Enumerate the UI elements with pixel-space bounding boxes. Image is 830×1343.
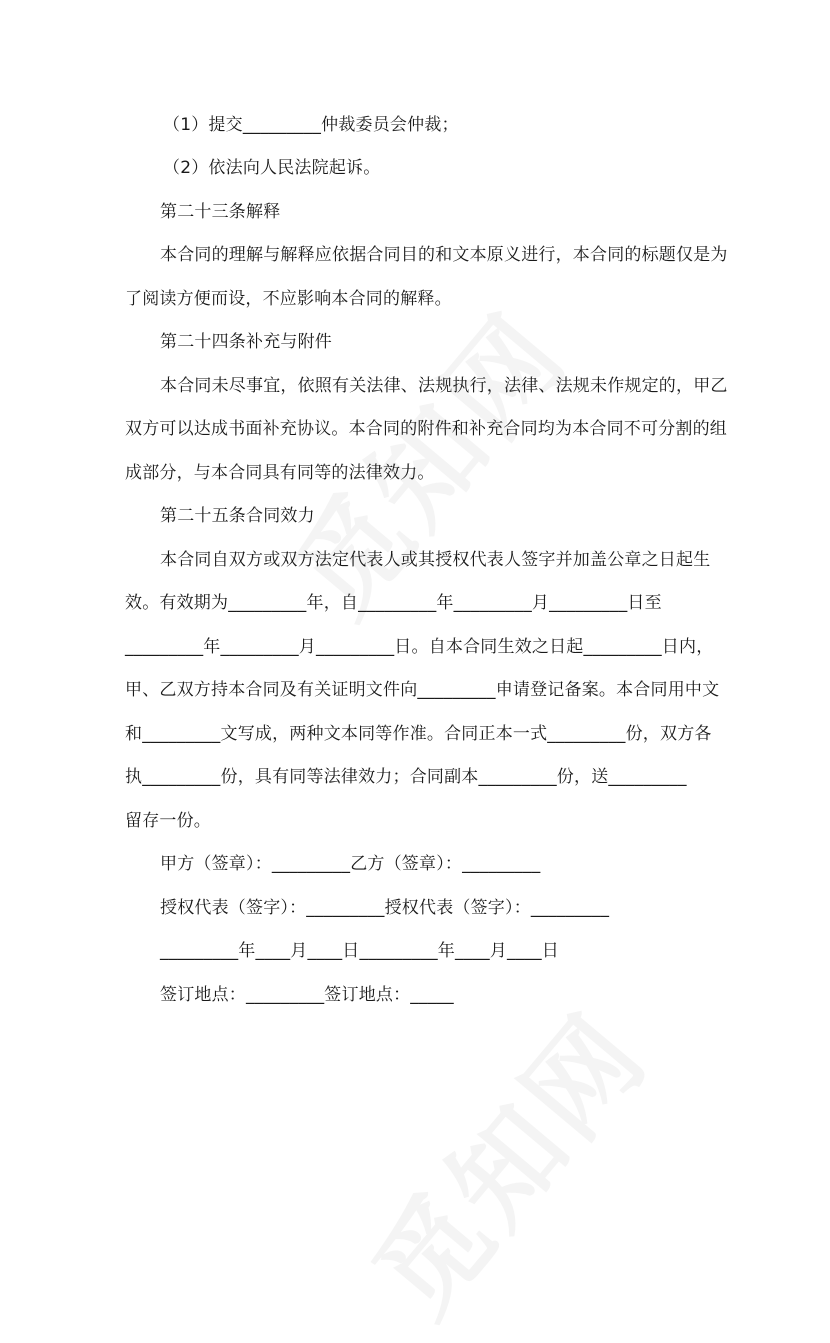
paragraph-line: _________年_________月_________日。自本合同生效之日起_________日内，: [125, 637, 714, 657]
paragraph-line: 效。有效期为_________年，自_________年_________月_________日至: [125, 593, 662, 613]
arbitration-option-1: （1）提交_________仲裁委员会仲裁；: [163, 115, 459, 135]
signature-representative-line: 授权代表（签字）：_________授权代表（签字）：_________: [160, 898, 610, 918]
paragraph-line: 和_________文写成，两种文本同等作准。合同正本一式_________份，双方各: [125, 724, 712, 744]
watermark: [332, 975, 677, 1343]
paragraph-line: 执_________份，具有同等法律效力；合同副本_________份，送_________: [125, 767, 687, 787]
paragraph-line: 本合同未尽事宜，依照有关法律、法规执行，法律、法规未作规定的，甲乙: [160, 376, 728, 396]
paragraph-line: 了阅读方便而设，不应影响本合同的解释。: [125, 289, 452, 309]
arbitration-option-2: （2）依法向人民法院起诉。: [163, 158, 381, 178]
section-heading-23: 第二十三条解释: [160, 202, 281, 222]
paragraph-line: 留存一份。: [125, 811, 211, 831]
paragraph-line: 双方可以达成书面补充协议。本合同的附件和补充合同均为本合同不可分割的组: [125, 419, 727, 439]
paragraph-line: 甲、乙双方持本合同及有关证明文件向_________申请登记备案。本合同用中文: [125, 680, 720, 700]
section-heading-25: 第二十五条合同效力: [160, 506, 315, 526]
signature-date-line: _________年____月____日_________年____月____日: [160, 941, 559, 961]
paragraph-line: 本合同的理解与解释应依据合同目的和文本原义进行，本合同的标题仅是为: [160, 245, 728, 265]
signature-seal-line: 甲方（签章）：_________乙方（签章）：_________: [160, 854, 541, 874]
paragraph-line: 成部分，与本合同具有同等的法律效力。: [125, 463, 435, 483]
signing-location-line: 签订地点：_________签订地点：_____: [160, 985, 454, 1005]
section-heading-24: 第二十四条补充与附件: [160, 332, 332, 352]
paragraph-line: 本合同自双方或双方法定代表人或其授权代表人签字并加盖公章之日起生: [160, 550, 711, 570]
